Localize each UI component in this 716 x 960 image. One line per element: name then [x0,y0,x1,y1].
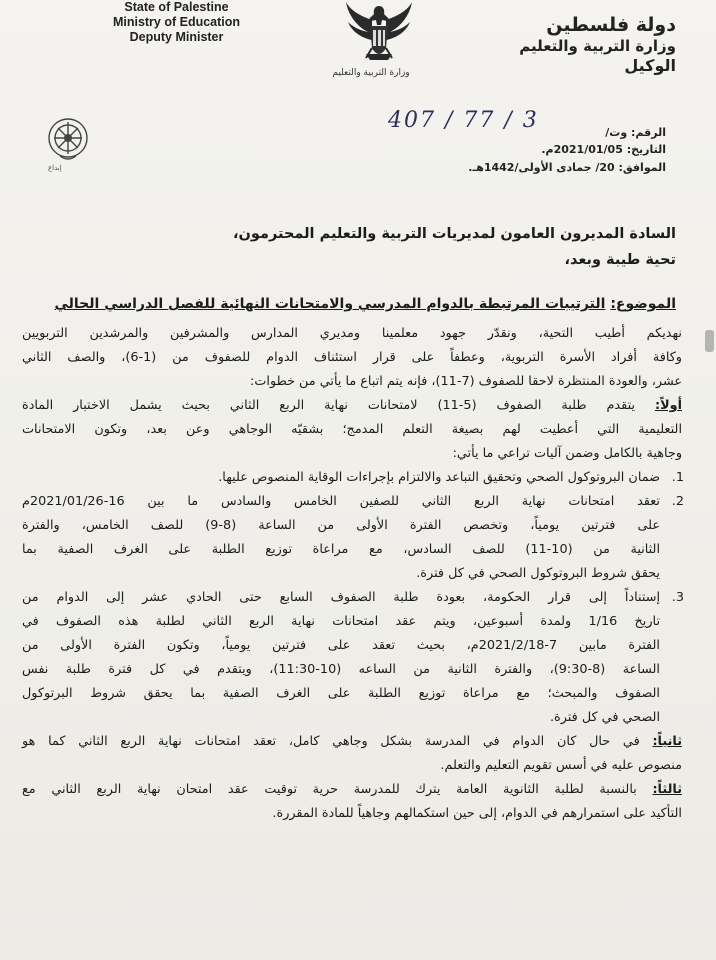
letterhead-ar-deputy: الوكيل [624,56,676,75]
list-item-line: الفترة مابين 7-2021/2/18م، بحيث تعقد على فترتين يومياً، وتكون الفترة الأولى من [22,638,660,653]
letterhead-ar-country: دولة فلسطين [546,14,676,36]
subject-line [26,296,676,312]
first-section-line [22,394,682,418]
list-item [22,490,682,586]
recipients-line: السادة المديرون العامون لمديريات التربية والتعليم المحترمون، [233,226,676,242]
intro-line: عشر، والعودة المنتظرة لاحقا للصفوف (7-11)، فإنه يتم اتباع ما يأتي من خطوات: [250,374,682,389]
ibdaa-logo-stamp-icon [42,114,94,170]
intro-line: نهديكم أطيب التحية، ونقدّر جهود معلمينا ومديري المدارس والمشرفين والمرشدين التربويين [22,326,682,341]
list-item-line: يحقق شروط البروتوكول الصحي في كل فترة. [416,566,660,581]
letter-date: التاريخ: 2021/01/05م. [541,143,666,156]
arabic-letterhead [519,14,676,76]
letterhead-en-line: Deputy Minister [129,30,224,44]
letterhead-en-line: Ministry of Education [112,15,241,29]
list-item-line: الصحي في كل فترة. [549,710,660,725]
emblem-caption: وزارة التربية والتعليم [332,68,410,78]
list-item-number: 1. [671,470,684,485]
list-item-line: الصفوف والمبحث؛ مع مراعاة توزيع الطلبة على الغرف الصفية بما يحقق شروط البرتوكول [22,686,660,701]
first-section-line: وجاهية بالكامل وضمن آليات تراعي ما يأتي: [452,446,682,461]
letterhead-ar-ministry: وزارة التربية والتعليم [519,37,676,55]
stamp-caption: إبداع [48,164,62,172]
third-section-line [22,778,682,802]
third-section-text: بالنسبة لطلبة الثانوية العامة يترك للمدرسة حرية توقيت عقد امتحان نهاية الربع الثاني مع [22,782,653,797]
list-item-line: إستناداً إلى قرار الحكومة، بعودة طلبة الصفوف السابع حتى الحادي عشر إلى الدوام من [22,590,660,605]
letterhead-en-line: State of Palestine [124,0,229,14]
intro-line: وكافة أفراد الأسرة التربوية، وعطفاً على قرار استئناف الدوام للصفوف من (1-6)، والصف الثاني [22,350,682,365]
reference-number-label: الرقم: وت/ [605,126,666,139]
list-item-line: تعقد امتحانات نهاية الربع الثاني للصفين الخامس والسادس ما بين 16-2021/01/26م [22,494,660,509]
list-item-number: 2. [671,494,684,509]
list-item-line: الثانية من (10-11) للصف السادس، مع مراعاة توزيع الطلبة على الغرف الصفية بما [22,542,660,557]
list-item [22,586,682,730]
english-letterhead [104,0,249,45]
list-item-line: تاريخ 1/16 ولمدة أسبوعين، ويتم عقد امتحانات نهاية الربع الثاني لطلبة هذه الصفوف في [22,614,661,629]
greeting-line: تحية طيبة وبعد، [564,252,676,268]
third-section-line: التأكيد على استمرارهم في الدوام، إلى حين استكمالهم وجاهياً للمادة المقررة. [272,806,682,821]
second-section-label: ثانياً: [652,734,682,749]
second-section-line: منصوص عليه في أسس تقويم التعليم والتعلم. [440,758,682,773]
subject-label: الموضوع: [610,296,676,312]
third-section-label: ثالثاً: [652,782,682,797]
palestine-eagle-emblem-icon [342,0,416,70]
handwritten-reference-number: 407 / 77 / 3 [388,108,539,133]
first-section-line: التعليمية التي أعطيت لهم بصيغة التعلم المدمج؛ بشقيّه الوجاهي وعن بعد، وتكون الامتحانات [22,422,682,437]
letter-body [22,322,682,826]
first-section-text: يتقدم طلبة الصفوف (5-11) لامتحانات نهاية الربع الثاني بحيث يشمل الاختبار المادة [22,398,655,413]
list-item-number: 3. [671,590,684,605]
list-item-line: ضمان البروتوكول الصحي وتحقيق التباعد والالتزام بإجراءات الوقاية المنصوص عليها. [218,470,660,485]
second-section-line [22,730,682,754]
hijri-date: الموافق: 20/ جمادى الأولى/1442هـ. [468,161,666,174]
list-item [22,466,682,490]
subject-text: الترتيبات المرتبطة بالدوام المدرسي والامتحانات النهائية للفصل الدراسي الحالي [54,296,606,312]
list-item-line: الساعة (8-9:30)، والفترة الثانية من الساعه (10-11:30)، ويتقدم في كل فترة طلبة نفس [22,662,660,677]
page-edge-mark [705,330,714,352]
list-item-line: على فترتين يومياً، وتخصص الفترة الأولى من الساعة (8-9) للصف الخامس، والفترة [22,518,660,533]
first-section-label: أولاً: [655,398,682,413]
second-section-text: في حال كان الدوام في المدرسة بشكل وجاهي كامل، تعقد امتحانات نهاية الربع الثاني كما هو [22,734,653,749]
